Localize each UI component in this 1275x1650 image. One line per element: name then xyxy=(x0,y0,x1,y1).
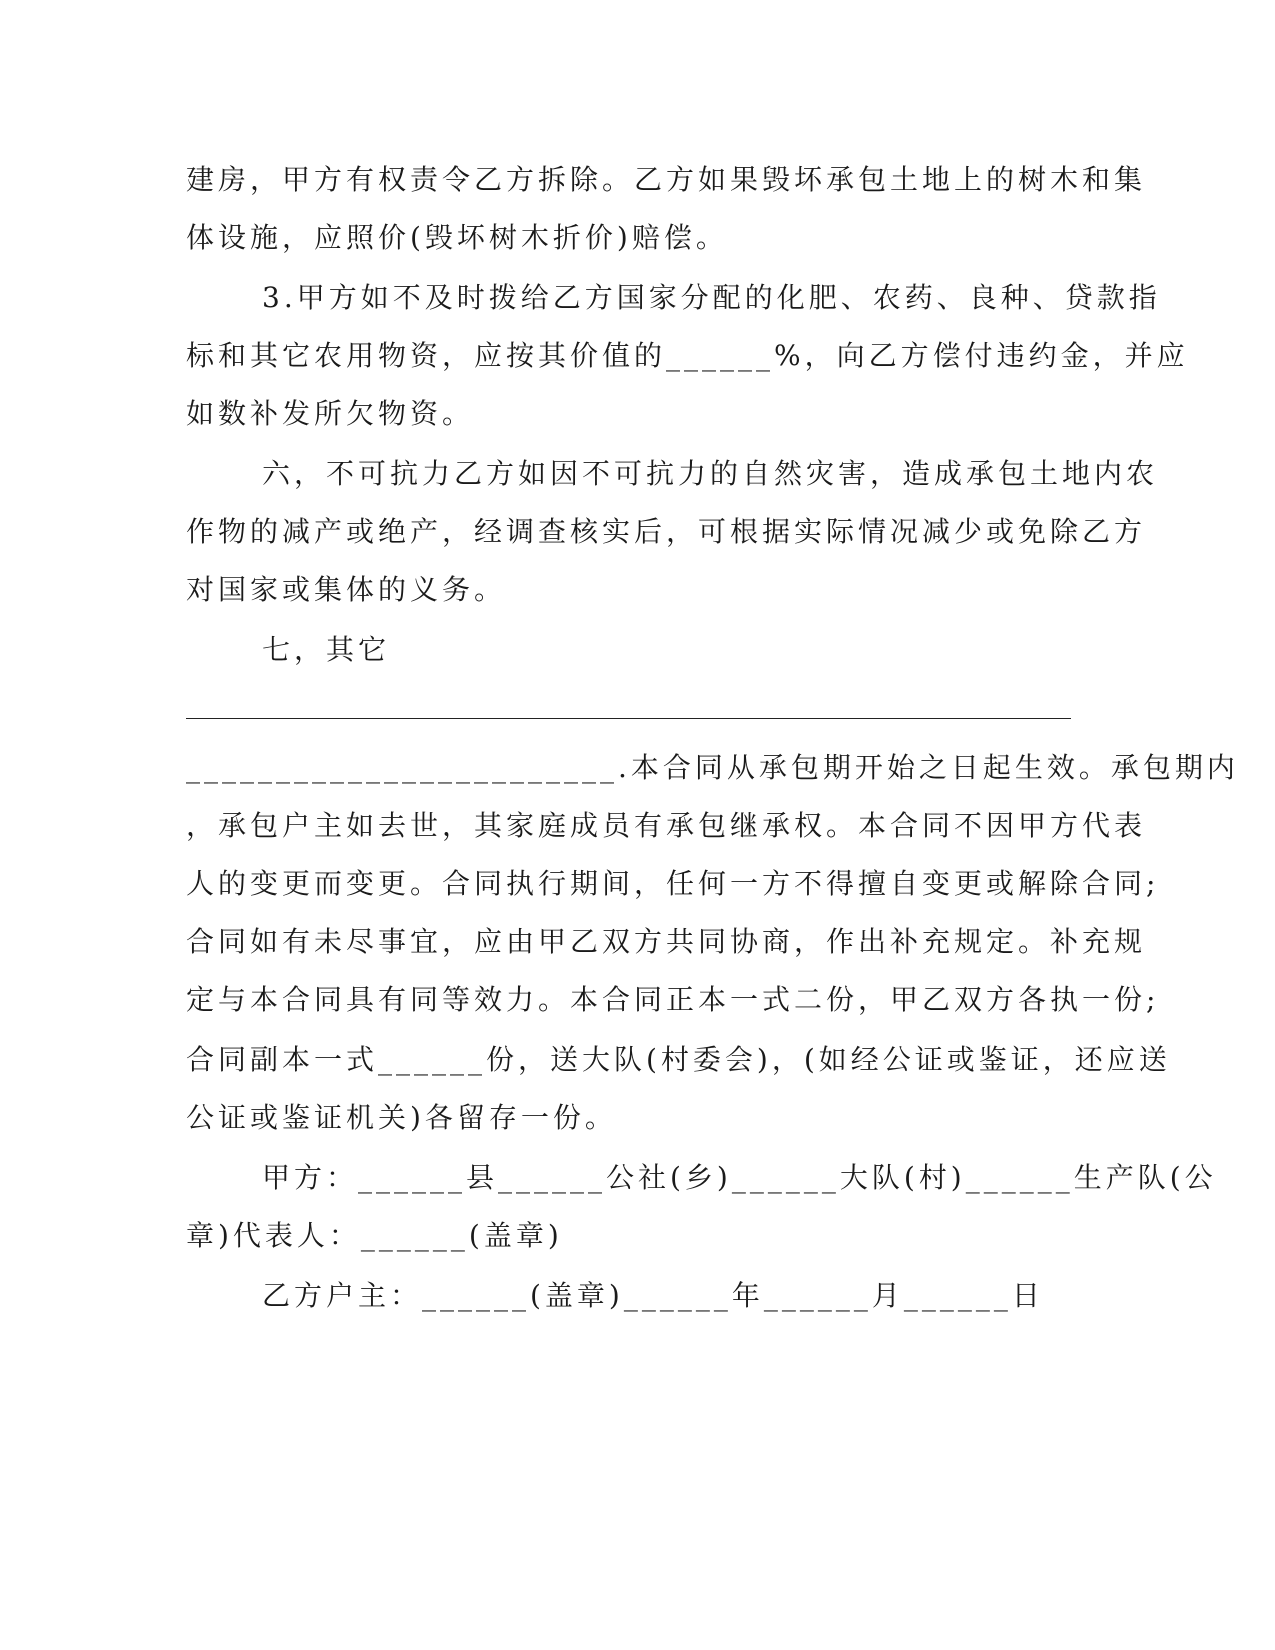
blank-rule xyxy=(186,718,1071,719)
text-line: 作物的减产或绝产，经调查核实后，可根据实际情况减少或免除乙方 xyxy=(186,515,1147,548)
text-line: 甲方：______县______公社(乡)______大队(村)______生产队(公 xyxy=(262,1161,1217,1194)
text-line: 如数补发所欠物资。 xyxy=(186,397,475,430)
text-line: 七，其它 xyxy=(262,633,391,666)
text-line: 章)代表人：______(盖章) xyxy=(186,1219,563,1252)
text-line: 合同副本一式______份，送大队(村委会)，(如经公证或鉴证，还应送 xyxy=(186,1043,1171,1076)
text-line: 体设施，应照价(毁坏树木折价)赔偿。 xyxy=(186,221,728,254)
text-line: 乙方户主：______(盖章)______年______月______日 xyxy=(262,1279,1044,1312)
text-line: 六，不可抗力乙方如因不可抗力的自然灾害，造成承包土地内农 xyxy=(262,457,1159,490)
text-line: 3.甲方如不及时拨给乙方国家分配的化肥、农药、良种、贷款指 xyxy=(262,281,1161,314)
text-line: 标和其它农用物资，应按其价值的______%，向乙方偿付违约金，并应 xyxy=(186,339,1189,372)
text-line: 建房，甲方有权责令乙方拆除。乙方如果毁坏承包土地上的树木和集 xyxy=(186,163,1147,196)
text-line: 公证或鉴证机关)各留存一份。 xyxy=(186,1101,617,1134)
text-line: ，承包户主如去世，其家庭成员有承包继承权。本合同不因甲方代表 xyxy=(186,809,1147,842)
text-line: 定与本合同具有同等效力。本合同正本一式二份，甲乙双方各执一份; xyxy=(186,983,1160,1016)
text-line: ________________________.本合同从承包期开始之日起生效。承包期内 xyxy=(186,751,1239,784)
text-line: 人的变更而变更。合同执行期间，任何一方不得擅自变更或解除合同; xyxy=(186,867,1160,900)
text-line: 对国家或集体的义务。 xyxy=(186,573,507,606)
text-line: 合同如有未尽事宜，应由甲乙双方共同协商，作出补充规定。补充规 xyxy=(186,925,1147,958)
